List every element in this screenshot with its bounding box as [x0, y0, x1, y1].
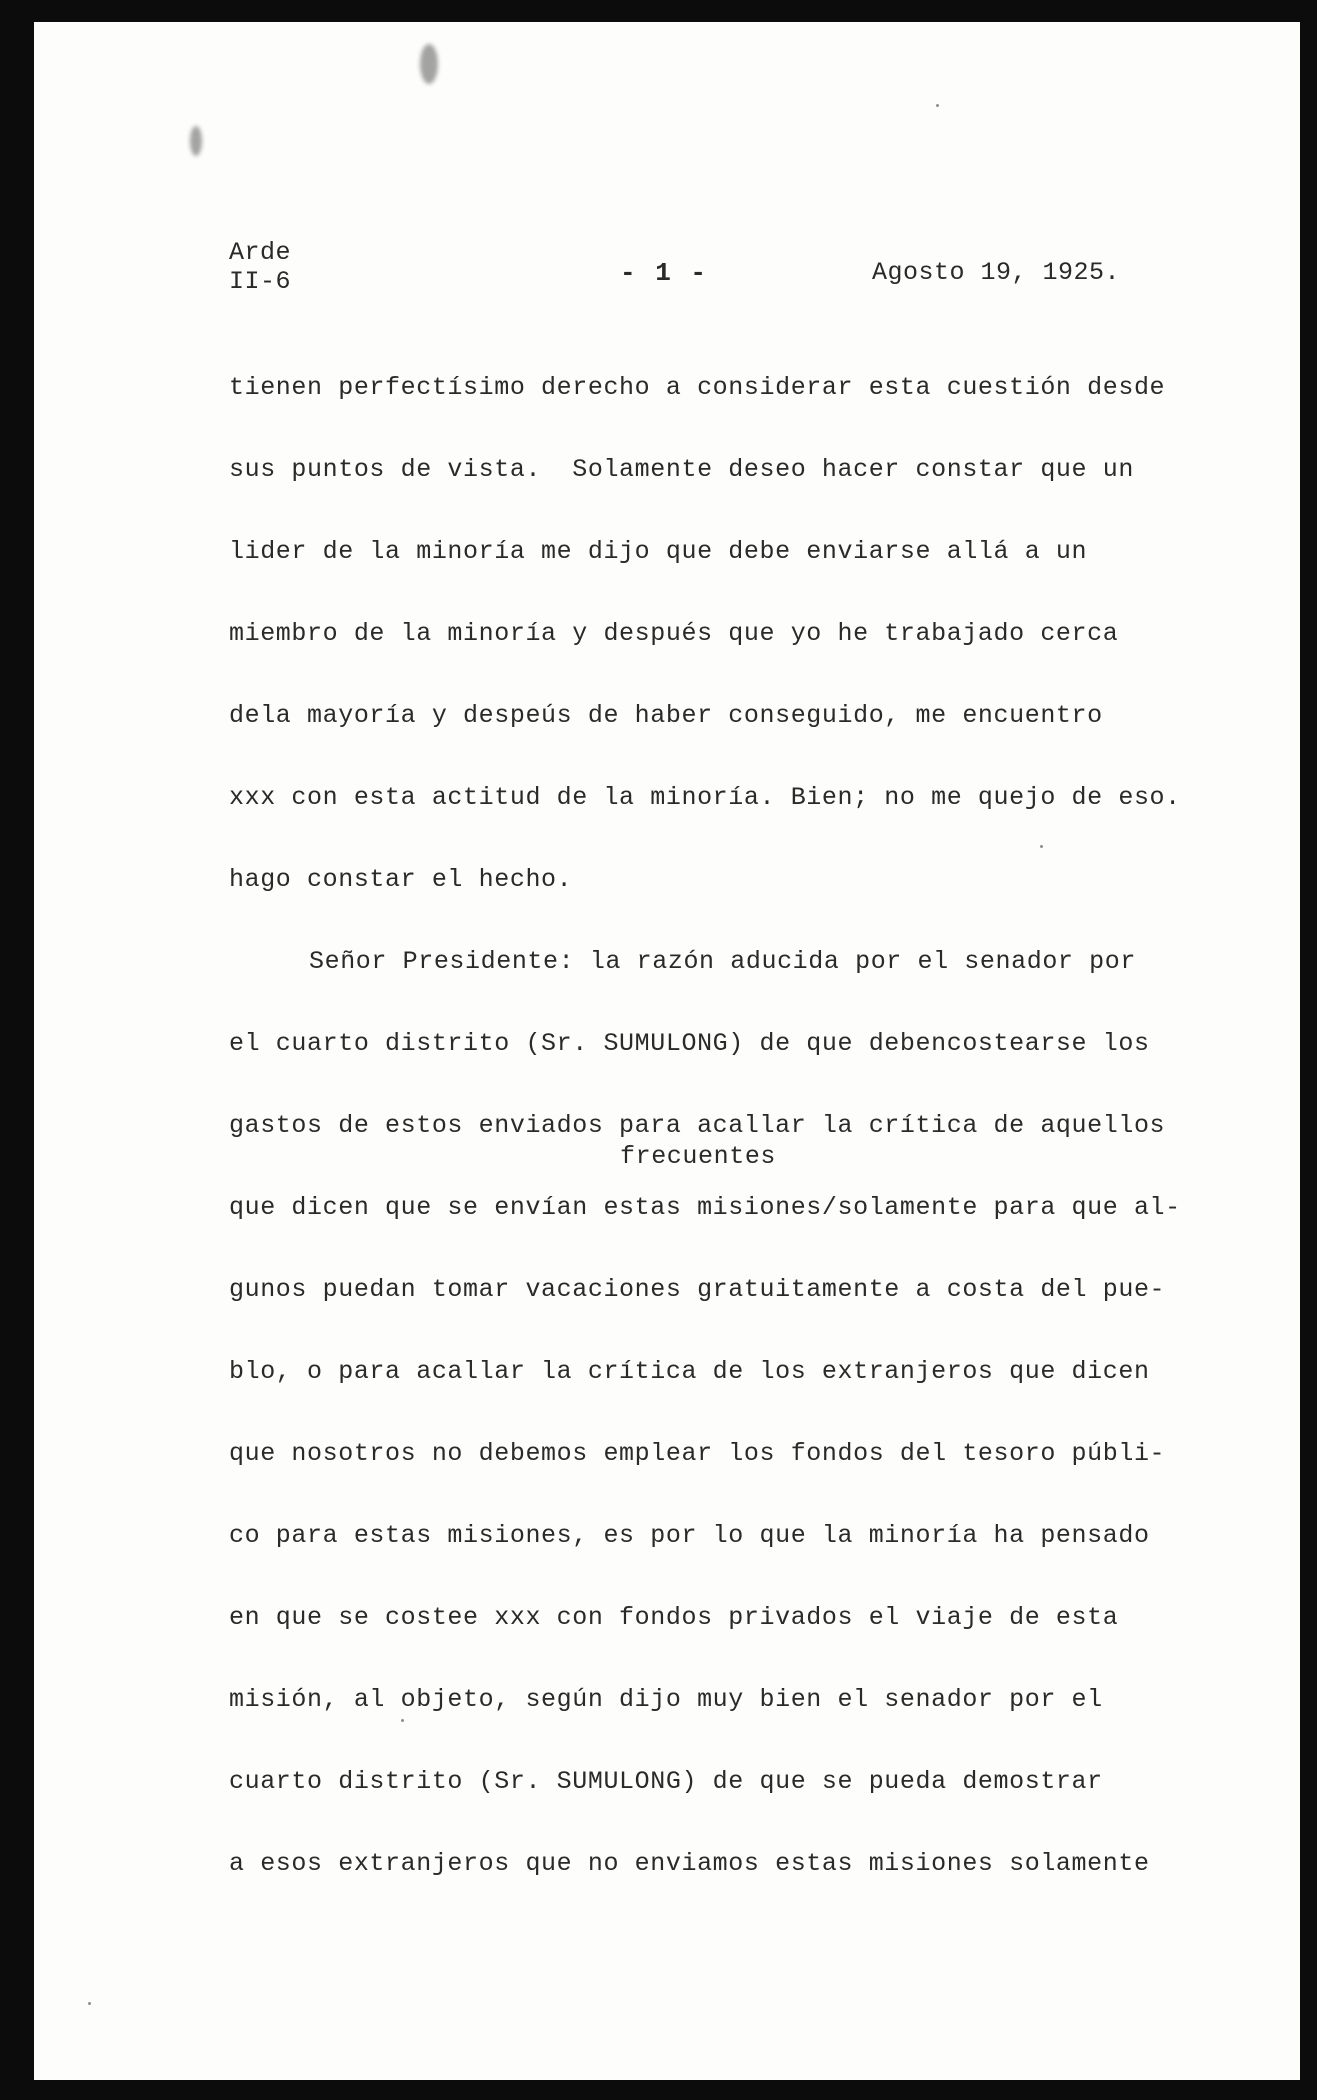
text-line: tienen perfectísimo derecho a considerar esta cuestión desde — [229, 373, 1166, 402]
text-line: sus puntos de vista. Solamente deseo hacer constar que un — [229, 455, 1134, 484]
document-date: Agosto 19, 1925. — [872, 258, 1121, 287]
text-line: misión, al objeto, según dijo muy bien el senador por el — [229, 1685, 1103, 1714]
text-line: cuarto distrito (Sr. SUMULONG) de que se pueda demostrar — [229, 1767, 1103, 1796]
file-reference — [229, 238, 291, 296]
interlinear-insertion: frecuentes — [620, 1142, 777, 1171]
text-line: dela mayoría y despeús de haber conseguido, me encuentro — [229, 701, 1103, 730]
text-line: xxx con esta actitud de la minoría. Bien; no me quejo de eso. — [229, 783, 1181, 812]
speck — [936, 104, 939, 107]
text-line: a esos extranjeros que no enviamos estas misiones solamente — [229, 1849, 1150, 1878]
text-line: en que se costee xxx con fondos privados el viaje de esta — [229, 1603, 1119, 1632]
body-text — [229, 368, 1229, 1926]
text-line: gastos de estos enviados para acallar la crítica de aquellos — [229, 1111, 1166, 1140]
text-line: co para estas misiones, es por lo que la minoría ha pensado — [229, 1521, 1150, 1550]
text-line: lider de la minoría me dijo que debe enviarse allá a un — [229, 537, 1088, 566]
page-number: - 1 - — [620, 258, 709, 288]
text-line: blo, o para acallar la crítica de los extranjeros que dicen — [229, 1357, 1150, 1386]
ink-smudge-top — [420, 44, 438, 84]
text-line: que dicen que se envían estas misiones/solamente para que al- — [229, 1193, 1181, 1222]
speck — [88, 2002, 91, 2005]
text-line: el cuarto distrito (Sr. SUMULONG) de que debencostearse los — [229, 1029, 1150, 1058]
paragraph-start-line: Señor Presidente: la razón aducida por el senador por — [309, 947, 1136, 976]
text-line: hago constar el hecho. — [229, 865, 573, 894]
file-reference-line-1: Arde — [229, 238, 292, 267]
text-line: que nosotros no debemos emplear los fondos del tesoro públi- — [229, 1439, 1166, 1468]
ink-smudge-left — [190, 126, 202, 156]
file-reference-line-2: II-6 — [229, 267, 292, 296]
text-line: gunos puedan tomar vacaciones gratuitamente a costa del pue- — [229, 1275, 1166, 1304]
text-line: miembro de la minoría y después que yo he trabajado cerca — [229, 619, 1119, 648]
document-page — [34, 22, 1300, 2080]
